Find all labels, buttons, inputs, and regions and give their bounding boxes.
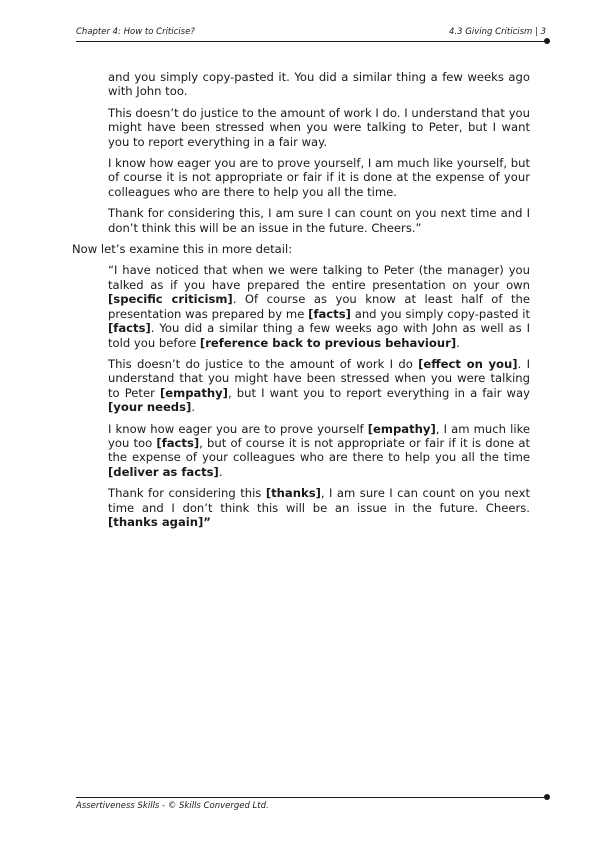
body-paragraph xyxy=(72,206,530,235)
page-body xyxy=(72,70,530,536)
text-run: . Of course as you know at least half of the presentation was prepared by me xyxy=(108,292,530,321)
bold-annotation: [specific criticism] xyxy=(108,292,233,307)
body-paragraph xyxy=(72,242,530,256)
text-run: and you simply copy-pasted it. You did a similar thing a few weeks ago with John too. xyxy=(108,70,530,99)
bold-annotation: [empathy] xyxy=(367,421,436,436)
bold-annotation: [empathy] xyxy=(159,385,228,400)
bold-annotation: [facts] xyxy=(108,321,151,336)
body-paragraph xyxy=(72,486,530,529)
header-rule-dot xyxy=(544,38,550,44)
body-paragraph xyxy=(72,70,530,99)
text-run: I know how eager you are to prove yourself xyxy=(108,421,368,436)
text-run: . xyxy=(456,335,460,350)
body-paragraph xyxy=(72,422,530,480)
text-run: “I have noticed that when we were talking to Peter (the manager) you talked as if you have prepared the entire presentation on your own xyxy=(108,263,530,292)
footer-rule xyxy=(76,797,546,798)
text-run: This doesn’t do justice to the amount of work I do. I understand that you might have been stressed when you were talking to Peter, but I want you to report everything in a fair way. xyxy=(108,105,530,149)
section-page-number: 4.3 Giving Criticism | 3 xyxy=(449,27,546,37)
text-run: . You did a similar thing a few weeks ago with John as well as I told you before xyxy=(108,321,530,350)
text-run: I know how eager you are to prove yourself, I am much like yourself, but of course it is not appropriate or fair if it is done at the expense of your colleagues who are there to help you all the time. xyxy=(108,156,530,199)
text-run: , but I want you to report everything in a fair way xyxy=(228,385,530,400)
text-run: , I am much like you too xyxy=(108,421,531,450)
body-paragraph xyxy=(72,106,530,149)
bold-annotation: [thanks] xyxy=(265,486,321,501)
footer-rule-dot xyxy=(544,794,550,800)
text-run: . I understand that you might have been stressed when you were talking to Peter xyxy=(108,356,530,400)
page-footer: Assertiveness Skills - © Skills Converged Ltd. xyxy=(76,801,269,811)
text-run: . xyxy=(191,400,195,415)
text-run: Thank for considering this xyxy=(108,486,266,501)
text-run: , but of course it is not appropriate or fair if it is done at the expense of your colleagues who are there to help you all the time xyxy=(108,435,530,465)
bold-annotation: [deliver as facts] xyxy=(108,464,219,479)
bold-annotation: [facts] xyxy=(156,435,200,450)
text-run: This doesn’t do justice to the amount of work I do xyxy=(108,356,419,371)
text-run: , I am sure I can count on you next time and I don’t think this will be an issue in the future. Cheers. xyxy=(108,486,530,515)
bold-annotation: [your needs] xyxy=(108,400,192,415)
bold-annotation: [reference back to previous behaviour] xyxy=(199,335,457,350)
header-rule xyxy=(76,41,546,42)
text-run: Thank for considering this, I am sure I can count on you next time and I don’t think this will be an issue in the future. Cheers.” xyxy=(108,206,530,235)
text-run: . xyxy=(218,464,223,479)
text-run: Now let’s examine this in more detail: xyxy=(72,242,293,257)
bold-annotation: [facts] xyxy=(308,306,351,321)
text-run: and you simply copy-pasted it xyxy=(350,306,531,321)
body-paragraph xyxy=(72,357,530,415)
chapter-title: Chapter 4: How to Criticise? xyxy=(76,27,195,37)
bold-annotation: [effect on you] xyxy=(418,356,518,371)
body-paragraph xyxy=(72,156,530,199)
body-paragraph xyxy=(72,263,530,349)
bold-annotation: [thanks again]” xyxy=(108,514,211,529)
